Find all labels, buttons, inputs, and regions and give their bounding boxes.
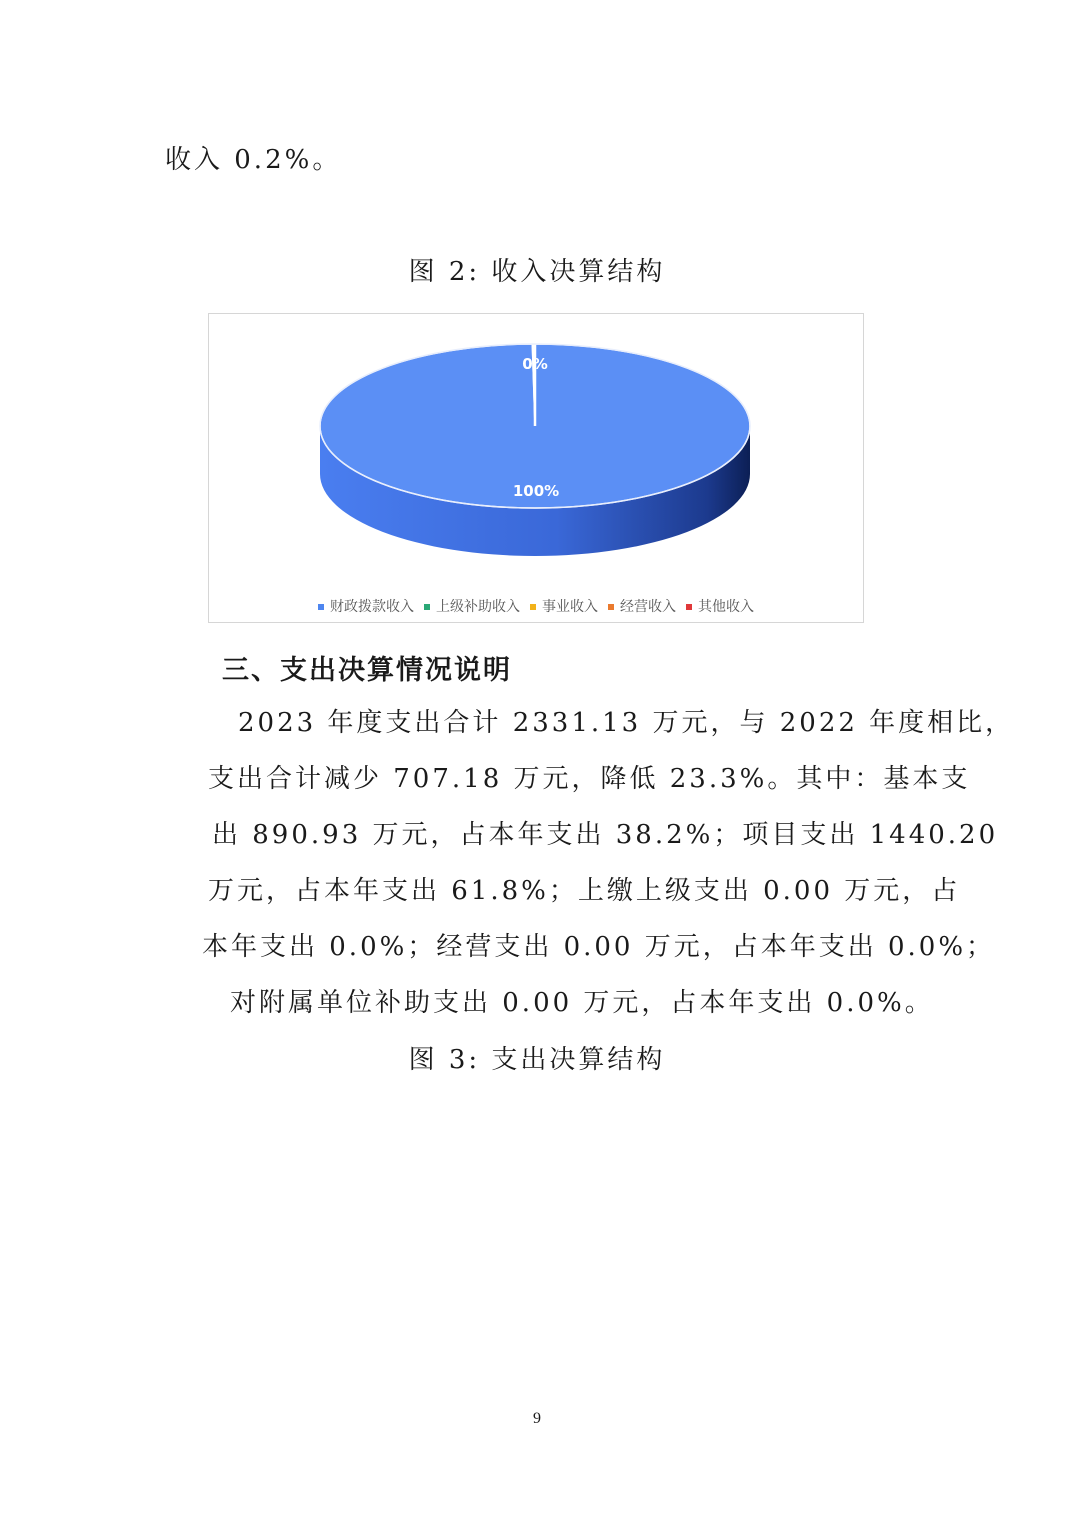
legend-swatch	[530, 604, 536, 610]
data-label-2: 0%	[522, 355, 548, 373]
data-label-1: 100%	[512, 482, 560, 500]
section-heading: 三、支出决算情况说明	[222, 655, 512, 686]
legend-swatch	[608, 604, 614, 610]
legend-item-4	[608, 596, 676, 616]
legend-label: 事业收入	[542, 599, 598, 615]
legend-label: 其他收入	[698, 599, 754, 615]
paragraph-line-1: 2023 年度支出合计 2331.13 万元，与 2022 年度相比，	[238, 708, 1015, 738]
legend-item-3	[530, 596, 598, 616]
figure-3-caption: 图 3: 支出决算结构	[408, 1045, 666, 1075]
paragraph-line-6: 对附属单位补助支出 0.00 万元，占本年支出 0.0%。	[230, 988, 934, 1018]
pie-chart-svg	[209, 314, 865, 624]
legend-swatch	[318, 604, 324, 610]
page-number: 9	[533, 1410, 541, 1427]
paragraph-line-2: 支出合计减少 707.18 万元，降低 23.3%。其中：基本支	[208, 764, 971, 794]
paragraph-line-3: 出 890.93 万元，占本年支出 38.2%；项目支出 1440.20	[212, 820, 999, 850]
legend-label: 上级补助收入	[436, 599, 520, 615]
paragraph-line-5: 本年支出 0.0%；经营支出 0.00 万元，占本年支出 0.0%；	[202, 932, 996, 962]
continued-text-line: 收入 0.2%。	[165, 145, 342, 175]
legend-label: 经营收入	[620, 599, 676, 615]
legend-swatch	[686, 604, 692, 610]
chart-legend	[209, 596, 863, 616]
legend-item-1	[318, 596, 414, 616]
figure-2-caption: 图 2: 收入决算结构	[408, 257, 666, 287]
legend-item-5	[686, 596, 754, 616]
paragraph-line-4: 万元，占本年支出 61.8%；上缴上级支出 0.00 万元，占	[208, 876, 961, 906]
income-structure-chart	[208, 313, 864, 623]
legend-label: 财政拨款收入	[330, 599, 414, 615]
legend-item-2	[424, 596, 520, 616]
legend-swatch	[424, 604, 430, 610]
